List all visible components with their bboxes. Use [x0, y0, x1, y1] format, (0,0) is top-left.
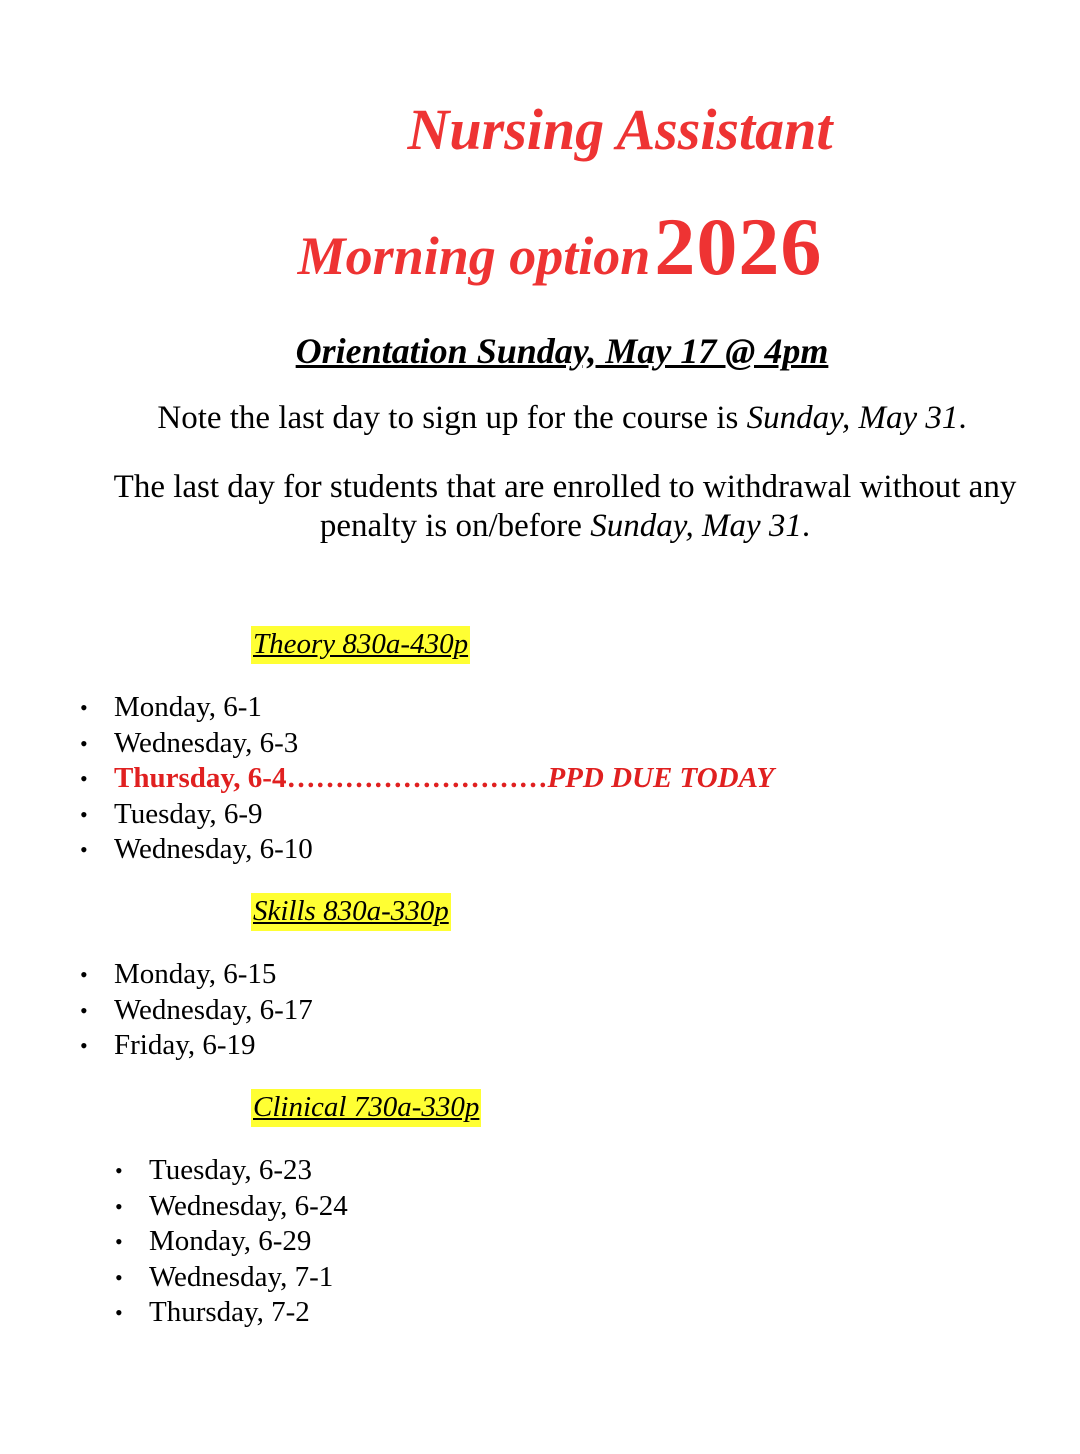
- bullet-icon: •: [80, 962, 88, 987]
- clinical-list: [115, 1153, 348, 1331]
- ppd-due-note: PPD DUE TODAY: [547, 762, 775, 795]
- clinical-heading-wrap: [251, 1091, 481, 1124]
- bullet-icon: •: [115, 1264, 123, 1290]
- bullet-icon: •: [80, 695, 88, 720]
- withdrawal-note-suffix: .: [801, 508, 811, 544]
- clinical-heading: Clinical 730a-330p: [251, 1089, 481, 1127]
- skills-heading: Skills 830a-330p: [251, 893, 451, 931]
- list-item-text: Thursday, 7-2: [149, 1296, 310, 1329]
- list-item: [80, 993, 313, 1029]
- skills-heading-wrap: [251, 895, 451, 928]
- list-item: [115, 1260, 348, 1296]
- withdrawal-note-prefix: The last day for students that are enrolled to withdrawal without any penalty is on/before: [113, 469, 1017, 544]
- list-item-ppd: [80, 761, 775, 797]
- list-item: [80, 957, 313, 993]
- title-line-2: [0, 200, 1080, 294]
- signup-note-date: Sunday, May 31: [746, 400, 959, 436]
- list-item: [80, 832, 774, 868]
- list-item-text: Wednesday, 6-3: [114, 726, 299, 759]
- skills-list: [80, 957, 313, 1064]
- list-item: [115, 1224, 348, 1260]
- bullet-icon: •: [80, 730, 88, 756]
- bullet-icon: •: [80, 997, 88, 1023]
- list-item-text: Monday, 6-1: [114, 691, 262, 723]
- list-item-text: Wednesday, 6-17: [114, 993, 313, 1026]
- list-item: [115, 1189, 348, 1225]
- list-item: [115, 1153, 348, 1189]
- bullet-icon: •: [115, 1158, 123, 1183]
- withdrawal-note-date: Sunday, May 31: [590, 508, 802, 544]
- list-item: [80, 690, 774, 726]
- list-item-text: Monday, 6-15: [114, 958, 277, 990]
- title-year: 2026: [654, 201, 823, 292]
- bullet-icon: •: [115, 1300, 123, 1326]
- signup-note-prefix: Note the last day to sign up for the course is: [157, 400, 747, 436]
- bullet-icon: •: [80, 837, 88, 863]
- list-item-text: Tuesday, 6-9: [114, 797, 263, 830]
- list-item-text: Monday, 6-29: [149, 1225, 312, 1258]
- bullet-icon: •: [80, 801, 88, 827]
- list-item-text: Tuesday, 6-23: [149, 1154, 312, 1186]
- list-item: [80, 797, 774, 833]
- bullet-icon: •: [115, 1229, 123, 1255]
- list-item-text: Wednesday, 7-1: [149, 1260, 334, 1293]
- list-item: [115, 1295, 348, 1331]
- list-item-text: Wednesday, 6-24: [149, 1189, 348, 1222]
- list-item-text: Thursday, 6-4………………………: [114, 762, 548, 795]
- signup-note-suffix: .: [958, 400, 967, 436]
- theory-heading-wrap: [251, 628, 470, 661]
- title-morning-option: Morning option: [297, 226, 651, 286]
- list-item: [80, 1028, 313, 1064]
- list-item-text: Wednesday, 6-10: [114, 833, 313, 866]
- orientation-heading: Orientation Sunday, May 17 @ 4pm: [295, 331, 829, 371]
- bullet-icon: •: [115, 1193, 123, 1219]
- bullet-icon: •: [80, 1033, 88, 1059]
- signup-note: [0, 400, 1080, 437]
- withdrawal-note: [100, 468, 1030, 546]
- theory-heading: Theory 830a-430p: [251, 626, 470, 664]
- theory-list: [80, 690, 775, 868]
- title-line-1: Nursing Assistant: [407, 97, 833, 162]
- bullet-icon: •: [80, 766, 88, 792]
- list-item: [80, 726, 774, 762]
- list-item-text: Friday, 6-19: [114, 1029, 256, 1062]
